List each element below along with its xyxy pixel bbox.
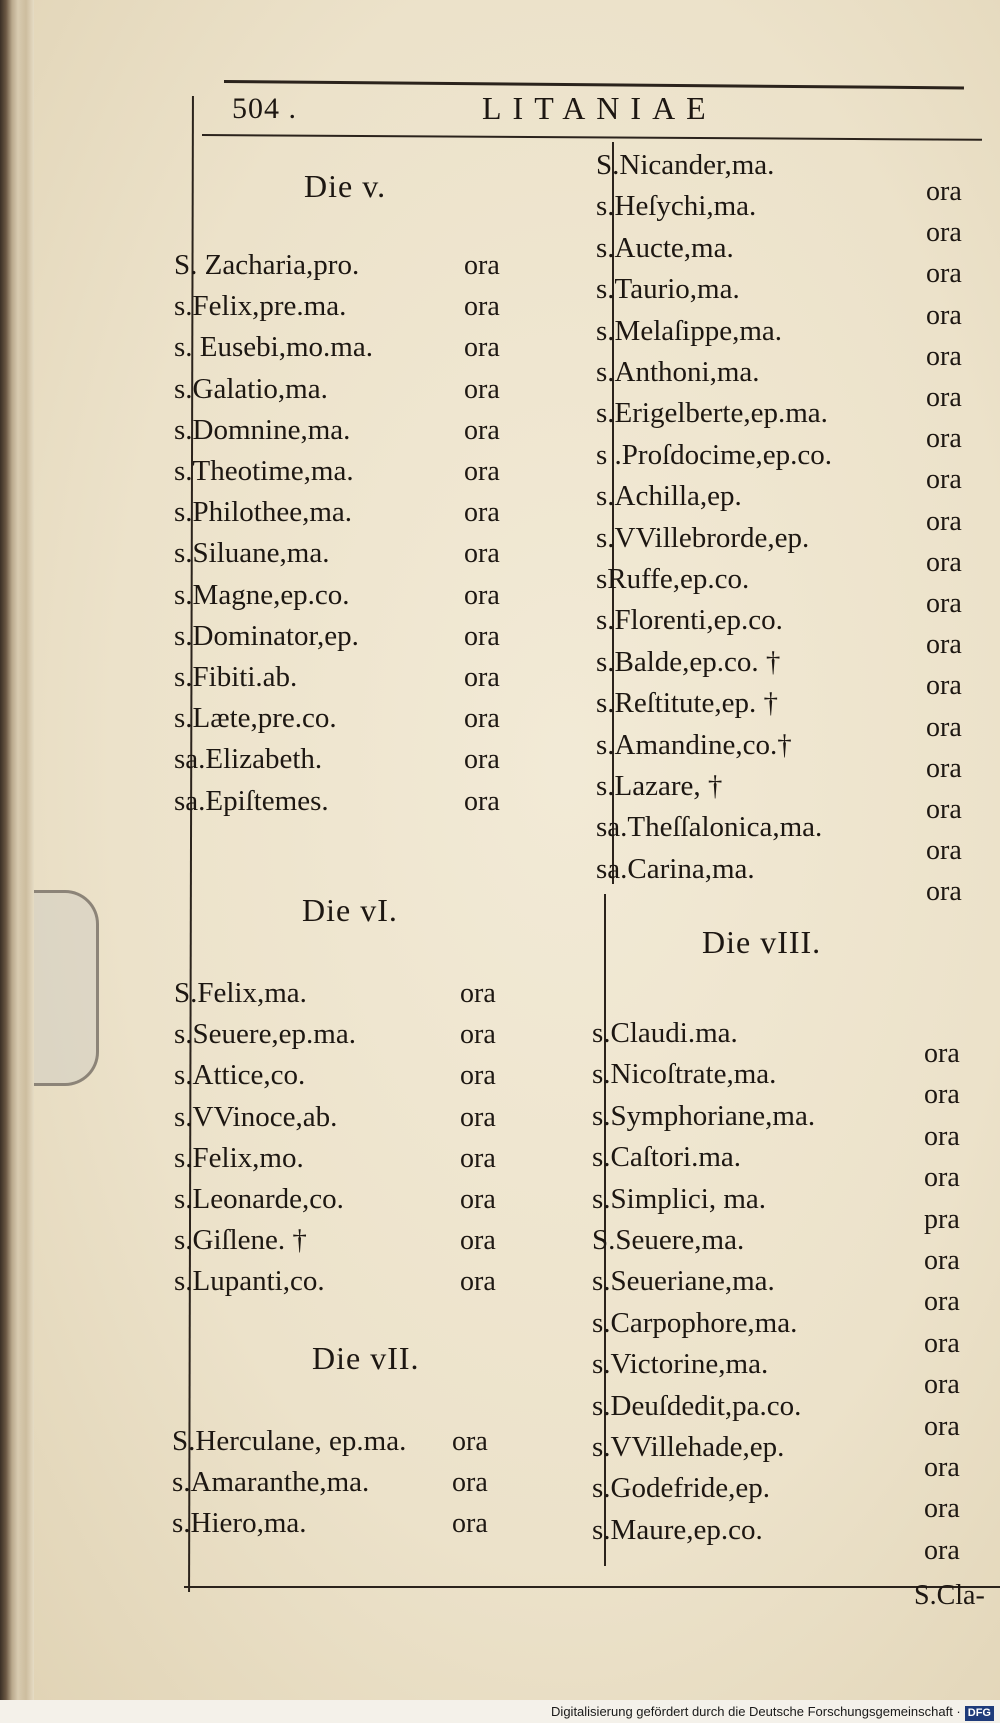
response-ora: ora [926, 382, 962, 413]
litany-entry [596, 686, 778, 720]
litany-entry [592, 1389, 801, 1423]
saint-name: s.Erigelberte,ep.ma. [596, 397, 828, 430]
response-ora: ora [924, 1079, 960, 1111]
response-ora: ora [924, 1369, 960, 1401]
litany-entry [596, 148, 774, 182]
response-ora: ora [464, 785, 500, 817]
response-ora: ora [464, 332, 500, 364]
response-ora: ora [464, 744, 500, 776]
bottom-rule [184, 1586, 1000, 1588]
dfg-logo: DFG [965, 1706, 994, 1721]
litany-entry [174, 578, 350, 612]
litany-entry [174, 1182, 344, 1216]
day-heading-vii: Die vII. [312, 1340, 420, 1376]
response-ora: ora [924, 1120, 960, 1152]
litany-entry [596, 562, 749, 596]
saint-name: s. Eusebi,mo.ma. [174, 331, 373, 364]
response-ora: ora [464, 456, 500, 487]
litany-entry [592, 1182, 766, 1216]
litany-entry [596, 479, 742, 513]
saint-name: s.Galatio,ma. [174, 372, 328, 405]
litany-entry [592, 1471, 770, 1505]
saint-name: s.Maure,ep.co. [592, 1513, 763, 1546]
response-ora: ora [464, 703, 500, 735]
saint-name: s.Nicoſtrate,ma. [592, 1058, 777, 1091]
saint-name: s.Anthoni,ma. [596, 356, 760, 388]
response-ora: ora [460, 1019, 496, 1051]
response-ora: ora [926, 670, 962, 702]
saint-name: s.Felix,pre.ma. [174, 290, 347, 323]
response-ora: ora [924, 1327, 960, 1359]
day-heading-vi: Die vI. [302, 892, 398, 928]
response-ora: ora [452, 1508, 488, 1540]
litany-entry [596, 396, 828, 430]
saint-name: s.Domnine,ma. [174, 413, 351, 446]
response-ora: ora [926, 546, 962, 578]
saint-name: s.Florenti,ep.co. [596, 604, 783, 637]
saint-name: s.Seuere,ep.ma. [174, 1018, 356, 1051]
litany-entry [596, 521, 809, 555]
saint-name: s.Læte,pre.co. [174, 702, 337, 735]
saint-name: s.Fibiti.ab. [174, 661, 298, 693]
saint-name: sRuffe,ep.co. [596, 563, 750, 595]
litany-entry [596, 189, 756, 223]
saint-name: s.Dominator,ep. [174, 619, 359, 652]
response-ora: ora [926, 794, 962, 825]
saint-name: S.Felix,ma. [174, 977, 307, 1009]
response-ora: ora [464, 579, 500, 611]
litany-entry [174, 454, 354, 488]
response-ora: ora [926, 835, 962, 867]
response-ora: ora [924, 1452, 960, 1483]
response-ora: ora [924, 1534, 960, 1566]
response-ora: ora [460, 1101, 496, 1133]
response-ora: ora [452, 1467, 488, 1499]
response-ora: ora [926, 505, 962, 537]
response-ora: ora [464, 620, 500, 652]
saint-name: s.Reſtitute,ep. † [596, 687, 779, 720]
response-ora: ora [460, 1142, 496, 1174]
litany-entry [592, 1347, 768, 1381]
litany-entry [596, 603, 783, 637]
response-ora: ora [926, 176, 962, 207]
saint-name: sa.Theſſalonica,ma. [596, 811, 823, 844]
response-ora: ora [460, 1225, 496, 1257]
response-ora: ora [460, 978, 496, 1009]
saint-name: s.Caſtori.ma. [592, 1141, 742, 1174]
response-ora: ora [926, 258, 962, 290]
response-ora: ora [926, 876, 962, 908]
header-rule [224, 80, 964, 89]
response-ora: ora [464, 662, 500, 693]
saint-name: s.Aucte,ma. [596, 231, 734, 264]
litany-entry [174, 372, 328, 406]
litany-entry [174, 1141, 304, 1175]
response-ora: ora [460, 1060, 496, 1092]
litany-entry [592, 1223, 744, 1257]
litany-entry [596, 810, 822, 844]
saint-name: s.Leonarde,co. [174, 1183, 344, 1215]
litany-entry [174, 742, 322, 776]
saint-name: s.Hiero,ma. [172, 1507, 307, 1540]
litany-entry [596, 272, 740, 306]
saint-name: S.Seuere,ma. [592, 1224, 745, 1256]
footer-text: Digitalisierung gefördert durch die Deutsche Forschungsgemeinschaft · [551, 1704, 961, 1719]
litany-entry [172, 1424, 406, 1458]
running-title: LITANIAE [482, 90, 717, 126]
response-ora: ora [926, 752, 962, 784]
litany-entry [592, 1306, 797, 1340]
litany-entry [174, 619, 359, 653]
footer-credit [0, 1700, 1000, 1723]
saint-name: s.Magne,ep.co. [174, 578, 350, 611]
day-heading-viii: Die vIII. [702, 924, 822, 960]
saint-name: s.Felix,mo. [174, 1141, 304, 1174]
response-ora: ora [452, 1426, 488, 1457]
page-number: 504 . [232, 92, 297, 125]
litany-entry [174, 1264, 325, 1298]
saint-name: s.Claudi.ma. [592, 1017, 738, 1049]
saint-name: s.Taurio,ma. [596, 273, 740, 306]
litany-entry [174, 1058, 305, 1092]
saint-name: s.Theotime,ma. [174, 455, 354, 487]
saint-name: s.Attice,co. [174, 1059, 306, 1092]
litany-entry [592, 1264, 775, 1298]
day-heading-v: Die v. [304, 168, 387, 204]
response-ora: ora [924, 1162, 960, 1194]
litany-entry [174, 701, 337, 735]
saint-name: s.Balde,ep.co. † [596, 645, 781, 678]
litany-entry [596, 355, 760, 389]
saint-name: S. Zacharia,pro. [174, 249, 360, 281]
litany-entry [592, 1513, 763, 1547]
book-page [34, 0, 1000, 1700]
saint-name: s.VVinoce,ab. [174, 1100, 338, 1133]
saint-name: sa.Carina,ma. [596, 852, 755, 885]
saint-name: s.Achilla,ep. [596, 480, 742, 513]
response-ora: ora [464, 414, 500, 446]
litany-entry [174, 1017, 356, 1051]
litany-entry [596, 645, 780, 679]
saint-name: s.Godefride,ep. [592, 1472, 770, 1505]
response-ora: ora [924, 1245, 960, 1276]
response-ora: ora [464, 291, 500, 323]
response-ora: ora [464, 373, 500, 405]
litany-entry [174, 976, 307, 1010]
response-ora: ora [464, 538, 500, 570]
litany-entry [174, 495, 352, 529]
catchword: S.Cla- [914, 1580, 985, 1611]
litany-entry [174, 660, 297, 694]
saint-name: s.Seueriane,ma. [592, 1265, 775, 1298]
saint-name: s.VVillehade,ep. [592, 1431, 785, 1463]
saint-name: s.Siluane,ma. [174, 537, 330, 570]
litany-entry [596, 231, 734, 265]
litany-entry [596, 438, 832, 472]
response-ora: ora [926, 629, 962, 661]
saint-name: s.Simplici, ma. [592, 1182, 766, 1215]
litany-entry [174, 536, 329, 570]
litany-entry [174, 330, 373, 364]
response-ora: pra [924, 1203, 960, 1235]
response-ora: ora [460, 1266, 496, 1298]
response-ora: ora [926, 340, 962, 372]
response-ora: ora [926, 423, 962, 455]
response-ora: ora [926, 711, 962, 743]
saint-name: s.Philothee,ma. [174, 496, 353, 529]
saint-name: sa.Elizabeth. [174, 743, 323, 776]
page-clip [34, 890, 99, 1086]
litany-entry [596, 728, 792, 762]
response-ora: ora [464, 250, 500, 281]
saint-name: S.Herculane, ep.ma. [172, 1425, 407, 1457]
saint-name: S.Nicander,ma. [596, 149, 775, 181]
response-ora: ora [926, 464, 962, 496]
litany-entry [596, 314, 782, 348]
saint-name: s.Carpophore,ma. [592, 1306, 798, 1339]
litany-entry [174, 248, 359, 282]
response-ora: ora [924, 1286, 960, 1318]
saint-name: s .Proſdocime,ep.co. [596, 438, 832, 471]
saint-name: s.Victorine,ma. [592, 1348, 769, 1381]
litany-entry [592, 1099, 815, 1133]
response-ora: ora [924, 1038, 960, 1069]
saint-name: s.Amandine,co.† [596, 728, 792, 761]
litany-entry [592, 1057, 776, 1091]
saint-name: s.VVillebrorde,ep. [596, 521, 810, 554]
response-ora: ora [924, 1493, 960, 1525]
litany-entry [592, 1430, 784, 1464]
litany-entry [596, 769, 722, 803]
litany-entry [592, 1140, 741, 1174]
litany-entry [592, 1016, 738, 1050]
litany-entry [172, 1465, 369, 1499]
response-ora: ora [460, 1184, 496, 1215]
saint-name: s.Giſlene. † [174, 1224, 307, 1257]
response-ora: ora [924, 1410, 960, 1442]
saint-name: s.Amaranthe,ma. [172, 1466, 370, 1499]
saint-name: s.Symphoriane,ma. [592, 1099, 816, 1132]
litany-entry [596, 852, 755, 886]
header-sub-rule [202, 134, 982, 141]
response-ora: ora [926, 217, 962, 249]
litany-entry [174, 289, 346, 323]
saint-name: s.Deuſdedit,pa.co. [592, 1389, 802, 1422]
response-ora: ora [464, 497, 500, 529]
litany-entry [174, 1223, 307, 1257]
litany-entry [172, 1506, 307, 1540]
saint-name: s.Heſychi,ma. [596, 190, 757, 223]
saint-name: s.Lazare, † [596, 770, 723, 802]
litany-entry [174, 413, 350, 447]
saint-name: s.Lupanti,co. [174, 1265, 325, 1298]
litany-entry [174, 1100, 337, 1134]
saint-name: s.Melaſippe,ma. [596, 314, 783, 347]
response-ora: ora [926, 299, 962, 331]
response-ora: ora [926, 588, 962, 619]
saint-name: sa.Epiſtemes. [174, 784, 329, 817]
litany-entry [174, 784, 329, 818]
